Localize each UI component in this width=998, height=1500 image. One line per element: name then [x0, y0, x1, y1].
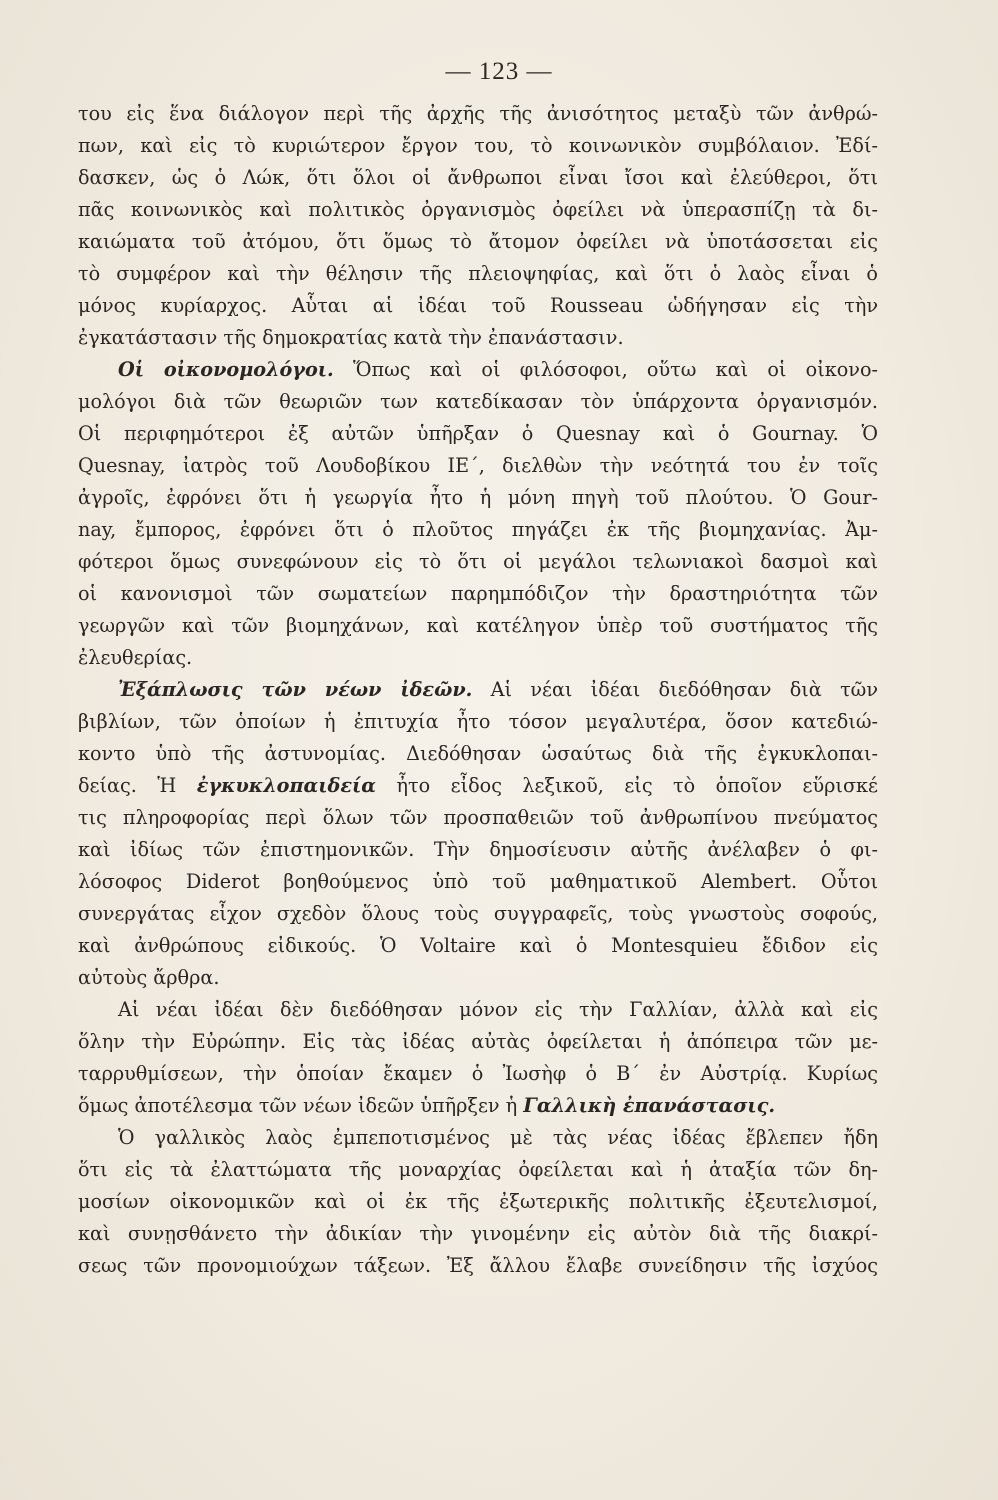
text-line: [78, 930, 878, 962]
line-text: Ὅπως καὶ οἱ φιλόσοφοι, οὕτω καὶ οἱ οἰκονο-: [333, 358, 878, 381]
text-line: [78, 706, 878, 738]
line-text: Οἱ περιφημότεροι ἐξ αὐτῶν ὑπῆρξαν ὁ Quesnay καὶ ὁ Gournay. Ὁ: [78, 422, 878, 445]
text-line: [78, 1058, 878, 1090]
section-heading: Γαλλικὴ ἐπανάστασις.: [523, 1094, 776, 1117]
text-line: [78, 1090, 878, 1122]
line-text: ὅλην τὴν Εὐρώπην. Εἰς τὰς ἰδέας αὐτὰς ὀφείλεται ἡ ἀπόπειρα τῶν με-: [78, 1030, 878, 1053]
line-text: πᾶς κοινωνικὸς καὶ πολιτικὸς ὀργανισμὸς ὀφείλει νὰ ὑπερασπίζῃ τὰ δι-: [78, 198, 878, 221]
line-text: τις πληροφορίας περὶ ὅλων τῶν προσπαθειῶν τοῦ ἀνθρωπίνου πνεύματος: [78, 806, 878, 829]
text-line: [78, 1026, 878, 1058]
line-text: τὸ συμφέρον καὶ τὴν θέλησιν τῆς πλειοψηφίας, καὶ ὅτι ὁ λαὸς εἶναι ὁ: [78, 262, 878, 285]
line-text: nay, ἔμπορος, ἐφρόνει ὅτι ὁ πλοῦτος πηγάζει ἐκ τῆς βιομηχανίας. Ἀμ-: [78, 518, 878, 541]
line-text: ἦτο εἶδος λεξικοῦ, εἰς τὸ ὁποῖον εὕρισκέ: [376, 774, 878, 797]
line-text: ἐγκατάστασιν τῆς δημοκρατίας κατὰ τὴν ἐπανάστασιν.: [78, 326, 624, 349]
line-text: καιώματα τοῦ ἀτόμου, ὅτι ὅμως τὸ ἄτομον ὀφείλει νὰ ὑποτάσσεται εἰς: [78, 230, 878, 253]
text-line: [78, 1186, 878, 1218]
text-line: [78, 226, 878, 258]
line-text: γεωργῶν καὶ τῶν βιομηχάνων, καὶ κατέληγον ὑπὲρ τοῦ συστήματος τῆς: [78, 614, 878, 637]
text-line: [78, 290, 878, 322]
line-text: Αἱ νέαι ἰδέαι δὲν διεδόθησαν μόνον εἰς τὴν Γαλλίαν, ἀλλὰ καὶ εἰς: [118, 998, 878, 1021]
line-text: μοσίων οἰκονομικῶν καὶ οἱ ἐκ τῆς ἐξωτερικῆς πολιτικῆς ἐξευτελισμοί,: [78, 1190, 878, 1213]
text-line: [78, 546, 878, 578]
line-text: ὅμως ἀποτέλεσμα τῶν νέων ἰδεῶν ὑπῆρξεν ἡ: [78, 1094, 524, 1117]
text-line: [78, 738, 878, 770]
text-line: [78, 898, 878, 930]
line-text: ἐλευθερίας.: [78, 646, 193, 669]
line-text: καὶ ἀνθρώπους εἰδικούς. Ὁ Voltaire καὶ ὁ Montesquieu ἔδιδον εἰς: [78, 934, 878, 957]
text-line: [78, 386, 878, 418]
text-line: [78, 1154, 878, 1186]
line-text: δείας. Ἡ: [78, 774, 197, 797]
line-text: συνεργάτας εἶχον σχεδὸν ὅλους τοὺς συγγραφεῖς, τοὺς γνωστοὺς σοφούς,: [78, 902, 878, 925]
text-line: [78, 866, 878, 898]
text-line: [78, 578, 878, 610]
text-line: [78, 994, 878, 1026]
text-line: [78, 514, 878, 546]
text-line: [78, 322, 878, 354]
line-text: καὶ συνῃσθάνετο τὴν ἀδικίαν τὴν γινομένην εἰς αὐτὸν διὰ τῆς διακρί-: [78, 1222, 878, 1245]
line-text: αὐτοὺς ἄρθρα.: [78, 966, 220, 989]
line-text: κοντο ὑπὸ τῆς ἀστυνομίας. Διεδόθησαν ὡσαύτως διὰ τῆς ἐγκυκλοπαι-: [78, 742, 878, 765]
line-text: λόσοφος Diderot βοηθούμενος ὑπὸ τοῦ μαθηματικοῦ Alembert. Οὗτοι: [78, 870, 878, 893]
line-text: Ὁ γαλλικὸς λαὸς ἐμπεποτισμένος μὲ τὰς νέας ἰδέας ἔβλεπεν ἤδη: [118, 1126, 878, 1149]
line-text: ταρρυθμίσεων, τὴν ὁποίαν ἔκαμεν ὁ Ἰωσὴφ ὁ Β΄ ἐν Αὐστρίᾳ. Κυρίως: [78, 1062, 878, 1085]
text-line: [78, 610, 878, 642]
text-line: [78, 770, 878, 802]
text-line: [78, 450, 878, 482]
section-heading: Ἐξάπλωσις τῶν νέων ἰδεῶν.: [118, 678, 473, 701]
line-text: μόνος κυρίαρχος. Αὗται αἱ ἰδέαι τοῦ Rousseau ὡδήγησαν εἰς τὴν: [78, 294, 878, 317]
text-line: [78, 802, 878, 834]
section-heading: ἐγκυκλοπαιδεία: [196, 774, 377, 797]
text-line: [78, 194, 878, 226]
text-line: [78, 258, 878, 290]
text-line: [78, 1250, 878, 1282]
line-text: μολόγοι διὰ τῶν θεωριῶν των κατεδίκασαν τὸν ὑπάρχοντα ὀργανισμόν.: [78, 390, 878, 413]
line-text: ἀγροῖς, ἐφρόνει ὅτι ἡ γεωργία ἦτο ἡ μόνη πηγὴ τοῦ πλούτου. Ὁ Gour-: [78, 486, 878, 509]
section-heading: Οἱ οἰκονομολόγοι.: [118, 358, 334, 381]
text-line: [78, 674, 878, 706]
line-text: ὅτι εἰς τὰ ἐλαττώματα τῆς μοναρχίας ὀφείλεται καὶ ἡ ἀταξία τῶν δη-: [78, 1158, 878, 1181]
line-text: του εἰς ἕνα διάλογον περὶ τῆς ἀρχῆς τῆς ἀνισότητος μεταξὺ τῶν ἀνθρώ-: [78, 102, 878, 125]
text-line: [78, 162, 878, 194]
line-text: καὶ ἰδίως τῶν ἐπιστημονικῶν. Τὴν δημοσίευσιν αὐτῆς ἀνέλαβεν ὁ φι-: [78, 838, 878, 861]
text-line: [78, 130, 878, 162]
line-text: πων, καὶ εἰς τὸ κυριώτερον ἔργον του, τὸ κοινωνικὸν συμβόλαιον. Ἐδί-: [78, 134, 878, 157]
text-line: [78, 962, 878, 994]
line-text: φότεροι ὅμως συνεφώνουν εἰς τὸ ὅτι οἱ μεγάλοι τελωνιακοὶ δασμοὶ καὶ: [78, 550, 878, 573]
line-text: Αἱ νέαι ἰδέαι διεδόθησαν διὰ τῶν: [472, 678, 878, 701]
line-text: οἱ κανονισμοὶ τῶν σωματείων παρημπόδιζον τὴν δραστηριότητα τῶν: [78, 582, 878, 605]
text-line: [78, 642, 878, 674]
text-line: [78, 418, 878, 450]
text-line: [78, 354, 878, 386]
line-text: σεως τῶν προνομιούχων τάξεων. Ἐξ ἄλλου ἔλαβε συνείδησιν τῆς ἰσχύος: [78, 1254, 878, 1277]
text-line: [78, 1122, 878, 1154]
line-text: βιβλίων, τῶν ὁποίων ἡ ἐπιτυχία ἦτο τόσον μεγαλυτέρα, ὅσον κατεδιώ-: [78, 710, 878, 733]
text-line: [78, 834, 878, 866]
line-text: Quesnay, ἰατρὸς τοῦ Λουδοβίκου ΙΕ΄, διελθὼν τὴν νεότητά του ἐν τοῖς: [78, 454, 878, 477]
line-text: δασκεν, ὡς ὁ Λώκ, ὅτι ὅλοι οἱ ἄνθρωποι εἶναι ἴσοι καὶ ἐλεύθεροι, ὅτι: [78, 166, 878, 189]
page-number: — 123 —: [445, 58, 553, 85]
body-text: [78, 98, 878, 1282]
text-line: [78, 482, 878, 514]
text-line: [78, 98, 878, 130]
text-line: [78, 1218, 878, 1250]
